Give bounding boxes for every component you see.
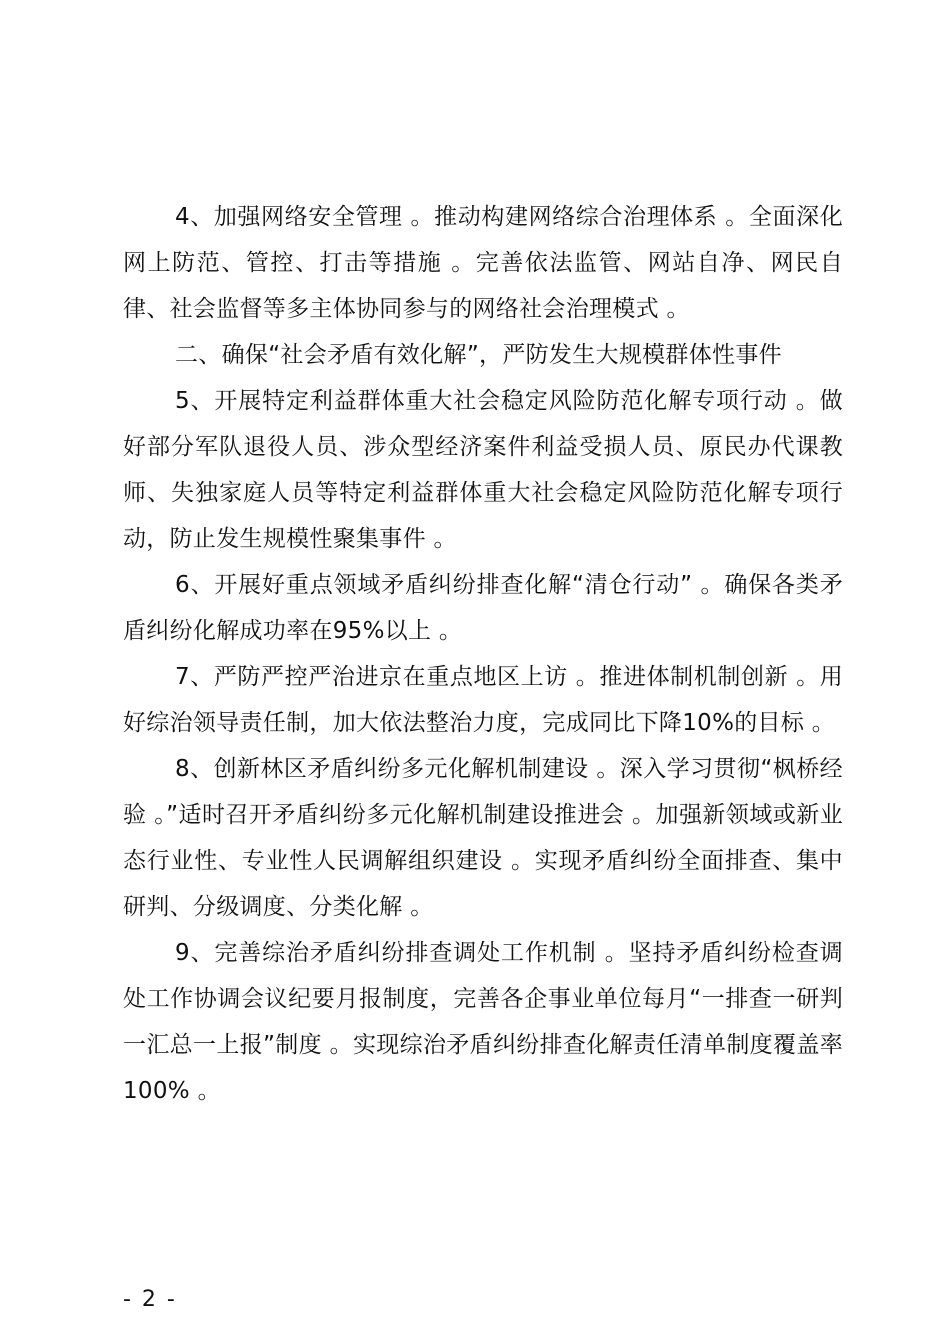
section-heading-two: 二、确保“社会矛盾有效化解”，严防发生大规模群体性事件 bbox=[175, 342, 782, 368]
paragraph-item-4-network-security: 4、加强网络安全管理 。推动构建网络综合治理体系 。全面深化网上防范、管控、打击等措施 。完善依法监管、网站自净、网民自律、社会监督等多主体协同参与的网络社会治理模式 。 bbox=[123, 204, 843, 322]
paragraph-item-8-mediation-mechanism: 8、创新林区矛盾纠纷多元化解机制建设 。深入学习贯彻“枫桥经验 。”适时召开矛盾纠纷多元化解机制建设推进会 。加强新领域或新业态行业性、专业性人民调解组织建设 。实现矛盾纠纷全面排查、集中研判、分级调度、分类化解 。 bbox=[123, 756, 843, 920]
paragraph-item-6-clearance-action: 6、开展好重点领域矛盾纠纷排查化解“清仓行动” 。确保各类矛盾纠纷化解成功率在95%以上 。 bbox=[123, 572, 843, 644]
page-number: - 2 - bbox=[123, 1287, 177, 1312]
paragraph-item-5-special-action: 5、开展特定利益群体重大社会稳定风险防范化解专项行动 。做好部分军队退役人员、涉众型经济案件利益受损人员、原民办代课教师、失独家庭人员等特定利益群体重大社会稳定风险防范化解专项行动，防止发生规模性聚集事件 。 bbox=[123, 388, 843, 552]
paragraph-item-9-dispute-investigation: 9、完善综治矛盾纠纷排查调处工作机制 。坚持矛盾纠纷检查调处工作协调会议纪要月报制度，完善各企事业单位每月“一排查一研判一汇总一上报”制度 。实现综治矛盾纠纷排查化解责任清单制度覆盖率100% 。 bbox=[123, 940, 843, 1104]
paragraph-item-7-petition-control: 7、严防严控严治进京在重点地区上访 。推进体制机制创新 。用好综治领导责任制，加大依法整治力度，完成同比下降10%的目标 。 bbox=[123, 664, 843, 736]
document-body bbox=[123, 194, 843, 1114]
